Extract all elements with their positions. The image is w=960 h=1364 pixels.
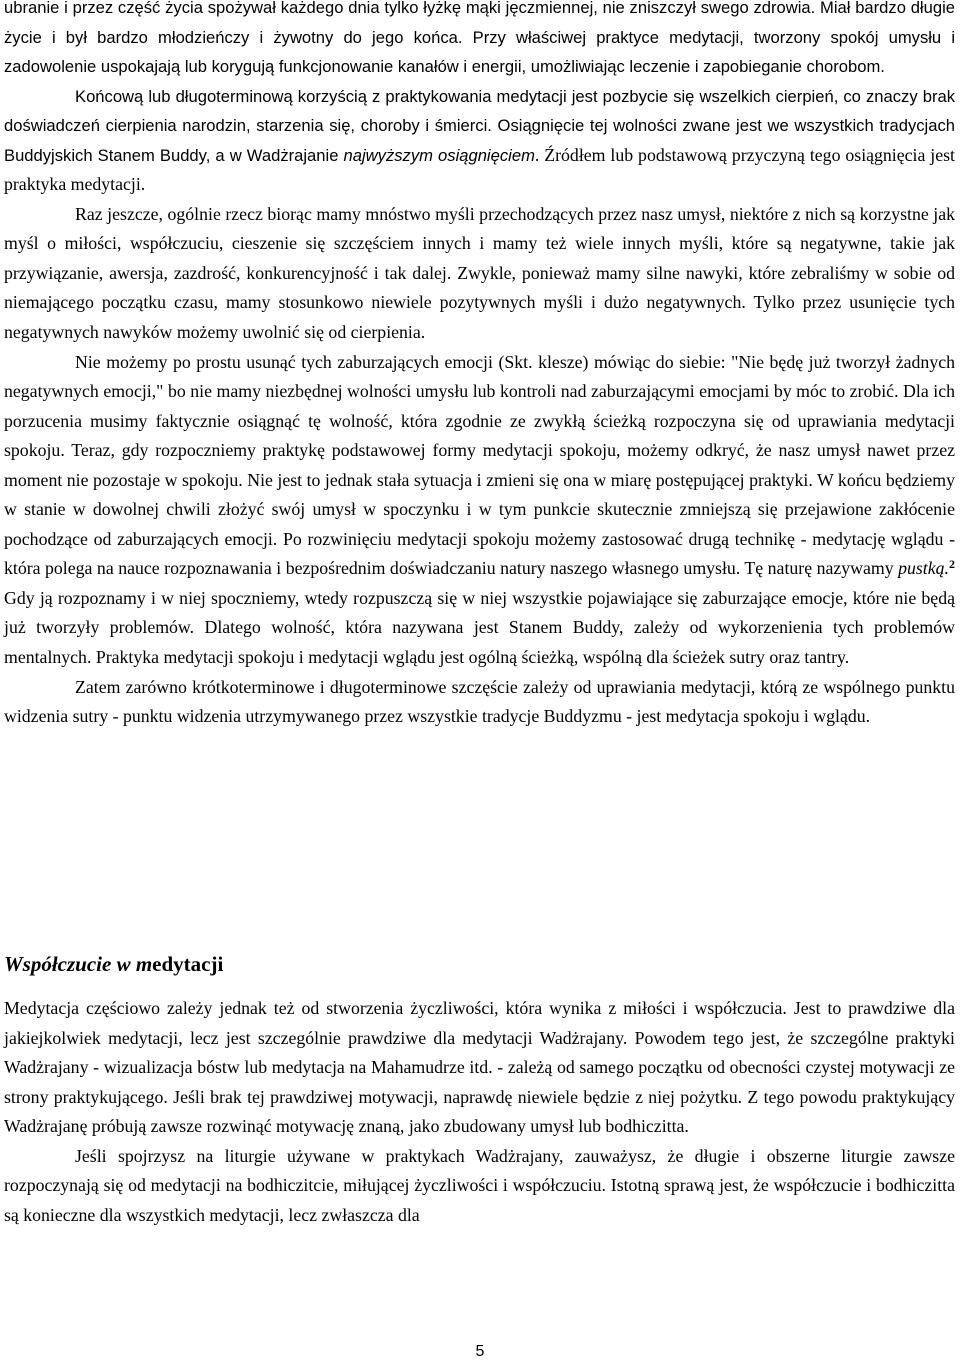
paragraph-6	[4, 994, 955, 1142]
paragraph-text: . Źródłem lub podstawową przyczyną tego osiągnięcia jest praktyka medytacji.	[4, 144, 955, 195]
section-heading	[4, 950, 223, 978]
italic-term: najwyższym osiągnięciem	[343, 145, 535, 165]
body-text-bottom	[4, 994, 955, 1230]
paragraph-text: Medytacja częściowo zależy jednak też od stworzenia życzliwości, która wynika z miłości i współczucia. Jest to prawdziwe dla jakiejkolwiek medytacji, lecz jest szczególnie prawdziwe dla medytacji Wadżrajany. Powodem tego jest, że szczególne praktyki Wadżrajany - wizualizacja bóstw lub medytacja na Mahamudrze itd. - zależą od samego początku od obecności czystej motywacji ze strony praktykującego. Jeśli brak tej prawdziwej motywacji, naprawdę niewiele będzie z niej pożytku. Z tego powodu praktykujący Wadżrajanę próbują zawsze rozwinąć motywację znaną, jako zbudowany umysł lub bodhiczitta.	[4, 998, 955, 1137]
paragraph-5	[4, 673, 955, 732]
paragraph-text: Raz jeszcze, ogólnie rzecz biorąc mamy mnóstwo myśli przechodzących przez nasz umysł, niektóre z nich są korzystne jak myśl o miłości, współczuciu, cieszenie się szczęściem innych i mamy też wiele innych myśli, które są negatywne, takie jak przywiązanie, awersja, zazdrość, konkurencyjność i tak dalej. Zwykle, ponieważ mamy silne nawyki, które zebraliśmy w sobie od niemającego początku czasu, mamy stosunkowo niewiele pozytywnych myśli i dużo negatywnych. Tylko przez usunięcie tych negatywnych nawyków możemy uwolnić się od cierpienia.	[4, 203, 955, 343]
paragraph-text: Jeśli spojrzysz na liturgie używane w praktykach Wadżrajany, zauważysz, że długie i obszerne liturgie zawsze rozpoczynają się od medytacji na bodhiczitcie, miłującej życzliwości i współczuciu. Istotną sprawą jest, że współczucie i bodhiczitta są konieczne dla wszystkich medytacji, lecz zwłaszcza dla	[4, 1145, 955, 1225]
paragraph-text: Nie możemy po prostu usunąć tych zaburzających emocji (Skt. klesze) mówiąc do siebie: "Nie będę już tworzył żadnych negatywnych emocji," bo nie mamy niezbędnej wolności umysłu lub kontroli nad zaburzającymi emocjami by móc to zrobić. Dla ich porzucenia musimy faktycznie osiągnąć tę wolność, która zgodnie ze zwykłą ścieżką rozpoczyna się od uprawiania medytacji spokoju. Teraz, gdy rozpoczniemy praktykę podstawowej formy medytacji spokoju, możemy odkryć, że nasz umysł nawet przez moment nie pozostaje w spokoju. Nie jest to jednak stała sytuacja i zmieni się ona w miarę postępującej praktyki. W końcu będziemy w stanie w dowolnej chwili złożyć swój umysł w spoczynku i w tym punkcie skutecznie zmniejszą się przejawione zakłócenie pochodzące od zaburzających emocji. Po rozwinięciu medytacji spokoju możemy zastosować drugą technikę - medytację wglądu - która polega na nauce rozpoznawania i bezpośrednim doświadczaniu natury naszego własnego umysłu. Tę naturę nazywamy	[4, 351, 955, 579]
paragraph-4	[4, 348, 955, 673]
paragraph-1	[4, 0, 955, 82]
heading-italic-part: Współczucie w m	[4, 952, 153, 976]
heading-upright-part: edytacji	[152, 952, 224, 976]
paragraph-text: Końcową lub długoterminową korzyścią z praktykowania medytacji jest pozbycie się wszelkich cierpień, co znaczy brak doświadczeń cierpienia narodzin, starzenia się, choroby i śmierci. Osiągnięcie tej wolności zwane jest we wszystkich tradycjach Buddyjskich Stanem Buddy, a w Wadżrajanie	[4, 86, 955, 165]
paragraph-text: Zatem zarówno krótkoterminowe i długoterminowe szczęście zależy od uprawiania medytacji, którą ze wspólnego punktu widzenia sutry - punktu widzenia utrzymywanego przez wszystkie tradycje Buddyzmu - jest medytacja spokoju i wglądu.	[4, 676, 955, 727]
page-number: 5	[475, 1343, 485, 1360]
paragraph-3	[4, 200, 955, 348]
paragraph-text: ubranie i przez część życia spożywał każdego dnia tylko łyżkę mąki jęczmiennej, nie zniszczył swego zdrowia. Miał bardzo długie życie i był bardzo młodzieńczy i żywotny do jego końca. Przy właściwej praktyce medytacji, tworzony spokój umysłu i zadowolenie uspokajają lub korygują funkcjonowanie kanałów i energii, umożliwiając leczenie i zapobieganie chorobom.	[4, 0, 955, 77]
italic-term: pustką	[898, 558, 945, 579]
body-text-top	[4, 0, 955, 732]
paragraph-7	[4, 1142, 955, 1231]
paragraph-text: .	[944, 558, 949, 579]
paragraph-2	[4, 82, 955, 200]
paragraph-text: Gdy ją rozpoznamy i w niej spoczniemy, wtedy rozpuszczą się w niej wszystkie pojawiające się zaburzające emocje, które nie będą już tworzyły problemów. Dlatego wolność, która nazywana jest Stanem Buddy, zależy od wykorzenienia tych problemów mentalnych. Praktyka medytacji spokoju i medytacji wglądu jest ogólną ścieżką, wspólną dla ścieżek sutry oraz tantry.	[4, 587, 955, 668]
footnote-marker[interactable]: 2	[949, 557, 955, 572]
